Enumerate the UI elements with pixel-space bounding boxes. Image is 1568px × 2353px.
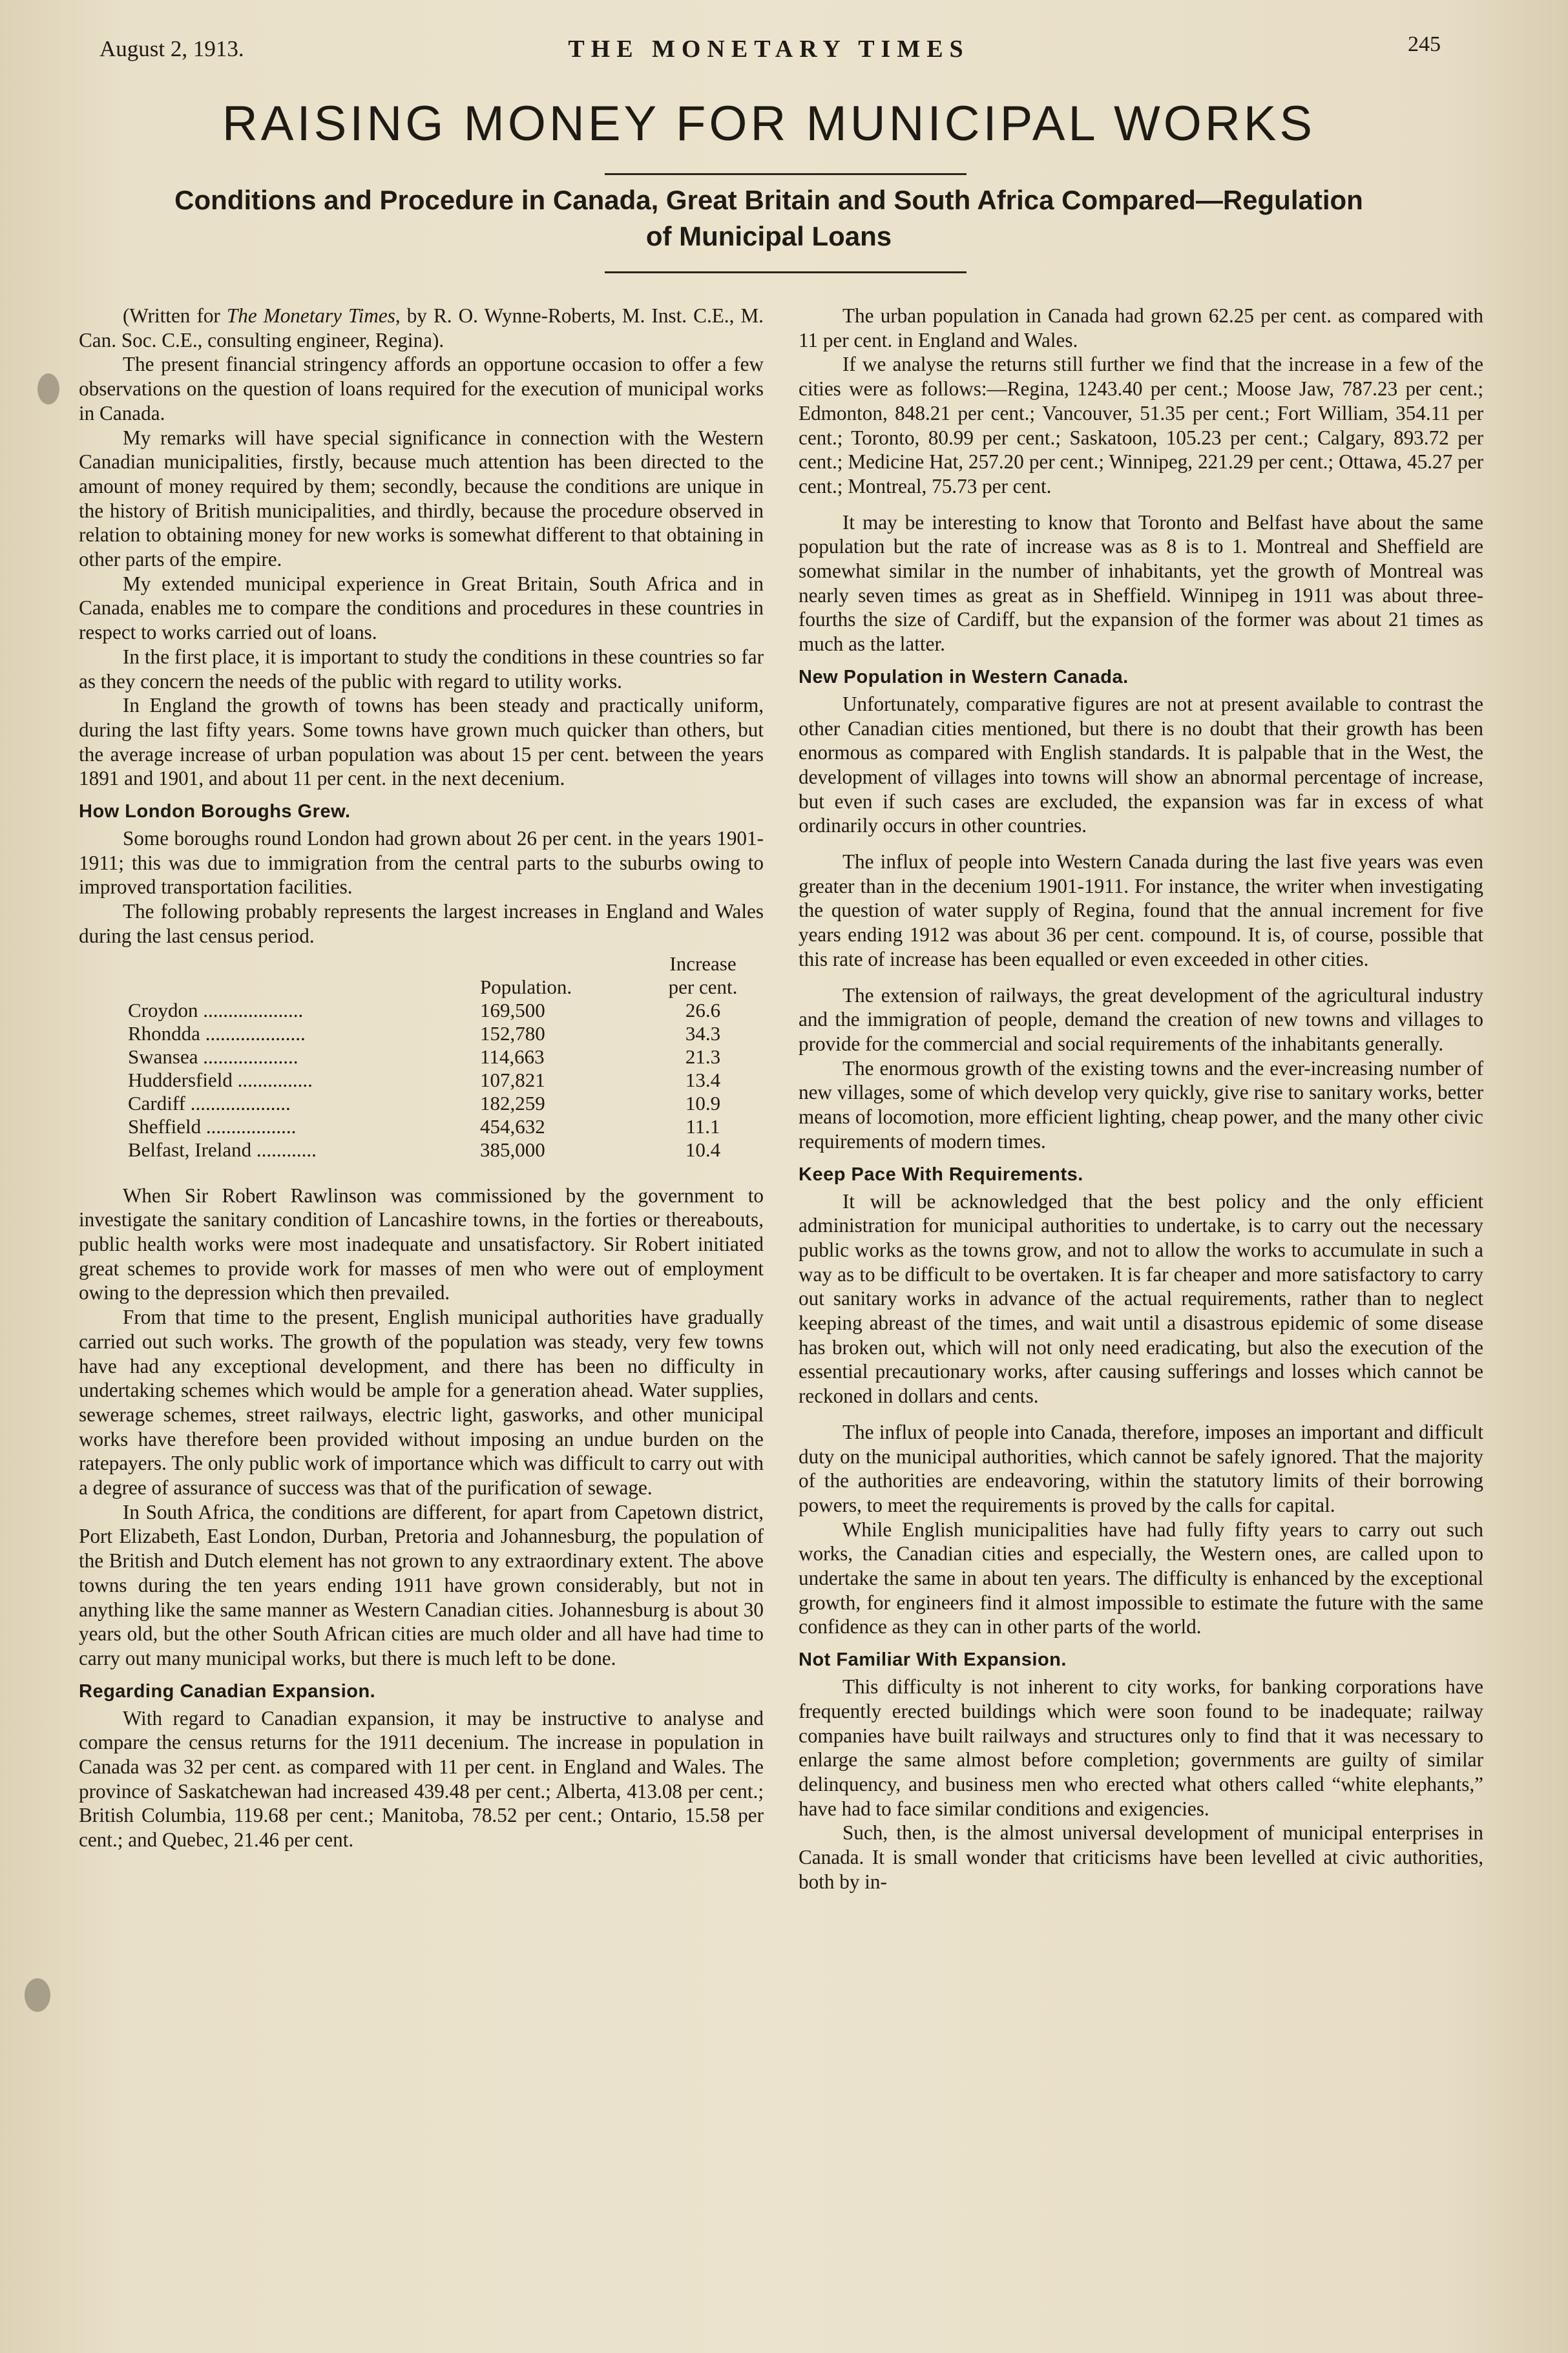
paragraph: The present financial stringency affords an opportune occasion to offer a few observations on the question of loans required for the execution of municipal works in Canada. (79, 353, 764, 424)
population-table (128, 952, 751, 1162)
increase-value: 21.3 (685, 1045, 721, 1068)
leader-dots: .................... (190, 1091, 291, 1114)
byline (79, 304, 764, 352)
population-value: 152,780 (480, 1021, 545, 1045)
increase-value: 10.4 (685, 1138, 721, 1161)
paragraph: When Sir Robert Rawlinson was commissioned by the government to investigate the sanitary condition of Lancashire towns, in the forties or thereabouts, public health works were most inadequate and unsatisfactory. Sir Robert initiated great schemes to provide work for masses of men who were out of employment owing to the depression which then prevailed. (79, 1184, 764, 1304)
page-header (97, 28, 1441, 74)
paragraph: It may be interesting to know that Toronto and Belfast have about the same population but the rate of increase was as 8 is to 1. Montreal and Sheffield are somewhat similar in the number of inhabitants, yet the growth of Montreal was nearly seven times as great as in Sheffield. Winnipeg in 1911 was about three-fourths the size of Cardiff, but the expansion of the former was about 21 times as much as the latter. (799, 510, 1483, 656)
title-rule (605, 173, 967, 175)
subtitle-line-2: of Municipal Loans (645, 221, 892, 251)
population-value: 169,500 (480, 998, 545, 1021)
ink-smudge (25, 1978, 50, 2012)
paragraph: It will be acknowledged that the best policy and the only efficient administration for municipal authorities to undertake, is to carry out the necessary public works as the towns grow, and not to allow the works to accumulate in such a way as to be difficult to be overtaken. It is far cheaper and more satisfactory to carry out sanitary works in advance of the actual requirements, rather than to neglect keeping abreast of the times, and wait until a disastrous epidemic of some disease has broken out, which will not only need eradicating, but also the execution of the essential precautionary works, after causing sufferings and losses which cannot be reckoned in dollars and cents. (799, 1189, 1483, 1408)
paragraph: My extended municipal experience in Great Britain, South Africa and in Canada, enables me to compare the conditions and procedures in these countries in respect to works carried out of loans. (79, 572, 764, 644)
paragraph: Such, then, is the almost universal development of municipal enterprises in Canada. It is small wonder that criticisms have been levelled at civic authorities, both by in- (799, 1821, 1483, 1893)
paragraph: The enormous growth of the existing towns and the ever-increasing number of new villages, some of which develop very quickly, give rise to sanitary works, better means of locomotion, more efficient lighting, cheap power, and the many other civic requirements of modern times. (799, 1056, 1483, 1153)
subtitle-rule (605, 271, 967, 273)
town-name: Sheffield (128, 1114, 202, 1138)
journal-name: THE MONETARY TIMES (568, 36, 970, 63)
table-row (128, 1138, 751, 1162)
paragraph: While English municipalities have had fully fifty years to carry out such works, the Canadian cities and especially, the Western ones, are called upon to undertake the same in about ten years. The difficulty is enhanced by the exceptional growth, for engineers find it almost impossible to estimate the future with the same confidence as they can in other parts of the world. (799, 1518, 1483, 1638)
increase-value: 11.1 (685, 1114, 720, 1138)
town-name: Belfast, Ireland (128, 1138, 252, 1161)
section-heading: New Population in Western Canada. (799, 666, 1129, 687)
byline-publication: The Monetary Times (226, 304, 395, 327)
section-heading: Not Familiar With Expansion. (799, 1649, 1067, 1671)
population-value: 114,663 (480, 1045, 545, 1068)
column-header-increase: Increase (669, 952, 737, 975)
population-value: 182,259 (480, 1091, 545, 1114)
town-name: Cardiff (128, 1091, 185, 1114)
left-column (79, 304, 764, 1852)
section-heading: Keep Pace With Requirements. (799, 1164, 1083, 1185)
table-row (128, 1022, 751, 1045)
article-subtitle (71, 182, 1467, 255)
section-heading: Regarding Canadian Expansion. (79, 1680, 376, 1702)
town-name: Rhondda (128, 1021, 200, 1045)
section-heading: How London Boroughs Grew. (79, 801, 351, 822)
population-value: 385,000 (480, 1138, 545, 1161)
paragraph: Unfortunately, comparative figures are not at present available to contrast the other Canadian cities mentioned, but there is no doubt that their growth has been enormous as compared with English standards. It is palpable that in the West, the development of villages into towns will show an abnormal percentage of increase, but even if such cases are excluded, the expansion was far in excess of what ordinarily occurs in other countries. (799, 692, 1483, 837)
leader-dots: .................. (205, 1114, 297, 1138)
table-row (128, 999, 751, 1022)
table-header-row (128, 976, 751, 999)
increase-value: 10.9 (685, 1091, 721, 1114)
paragraph: This difficulty is not inherent to city works, for banking corporations have frequently erected buildings which were soon found to be inadequate; railway companies have built railways and structures only to find that it was necessary to enlarge the same almost before completion; governments are guilty of similar delinquency, and business men who erected what others called “white elephants,” have had to face similar conditions and exigencies. (799, 1675, 1483, 1820)
paragraph: From that time to the present, English municipal authorities have gradually carried out such works. The growth of the population was steady, very few towns have had any exceptional development, and there has been no difficulty in undertaking schemes which would be ample for a generation ahead. Water supplies, sewerage schemes, street railways, electric light, gasworks, and other municipal works have therefore been provided without imposing an undue burden on the ratepayers. The only public work of importance which was difficult to carry out with a degree of assurance of success was that of the purification of sewage. (79, 1306, 764, 1500)
table-row (128, 1115, 751, 1138)
paragraph: The following probably represents the largest increases in England and Wales during the last census period. (79, 900, 764, 947)
town-name: Huddersfield (128, 1068, 233, 1091)
paragraph: With regard to Canadian expansion, it may be instructive to analyse and compare the census returns for the 1911 decenium. The increase in population in Canada was 32 per cent. as compared with 11 per cent. in England and Wales. The province of Saskatchewan had increased 439.48 per cent.; Alberta, 413.08 per cent.; British Columbia, 119.68 per cent.; Manitoba, 78.52 per cent.; Ontario, 15.58 per cent.; and Quebec, 21.46 per cent. (79, 1706, 764, 1852)
right-column (799, 304, 1483, 1894)
column-header-percent: per cent. (668, 975, 738, 998)
town-name: Croydon (128, 998, 198, 1021)
paragraph: In England the growth of towns has been steady and practically uniform, during the last fifty years. Some towns have grown much quicker than others, but the average increase of urban population was about 15 per cent. between the years 1891 and 1901, and about 11 per cent. in the next decenium. (79, 694, 764, 790)
article-title: RAISING MONEY FOR MUNICIPAL WORKS (222, 96, 1316, 151)
leader-dots: .................... (205, 1021, 306, 1045)
table-row (128, 1045, 751, 1069)
population-value: 454,632 (480, 1114, 545, 1138)
leader-dots: ................... (203, 1045, 298, 1068)
population-value: 107,821 (480, 1068, 545, 1091)
table-row (128, 1092, 751, 1115)
paragraph: The influx of people into Canada, therefore, imposes an important and difficult duty on the municipal authorities, which cannot be safely ignored. That the majority of the authorities are endeavoring, within the statutory limits of their borrowing powers, to meet the requirements is proved by the calls for capital. (799, 1420, 1483, 1516)
ink-smudge (37, 373, 59, 404)
paragraph: Some boroughs round London had grown about 26 per cent. in the years 1901-1911; this was due to immigration from the central parts to the suburbs owing to improved transportation facilities. (79, 827, 764, 899)
issue-date: August 2, 1913. (99, 36, 244, 61)
leader-dots: ............ (256, 1138, 317, 1161)
subtitle-line-1: Conditions and Procedure in Canada, Great Britain and South Africa Compared—Regulation (174, 185, 1363, 215)
increase-value: 13.4 (685, 1068, 721, 1091)
leader-dots: .................... (203, 998, 304, 1021)
town-name: Swansea (128, 1045, 198, 1068)
paragraph: In the first place, it is important to study the conditions in these countries so far as they concern the needs of the public with regard to utility works. (79, 645, 764, 693)
table-header-row (128, 952, 751, 976)
column-header-population: Population. (480, 975, 572, 998)
page-number: 245 (1408, 32, 1441, 56)
leader-dots: ............... (237, 1068, 313, 1091)
increase-value: 34.3 (685, 1021, 721, 1045)
paragraph: My remarks will have special significance in connection with the Western Canadian municipalities, firstly, because much attention has been directed to the amount of money required by them; secondly, because the conditions are unique in the history of British municipalities, and thirdly, because the procedure observed in relation to obtaining money for new works is somewhat different to that obtaining in other parts of the empire. (79, 426, 764, 571)
paragraph: The urban population in Canada had grown 62.25 per cent. as compared with 11 per cent. in England and Wales. (799, 304, 1483, 351)
paragraph: The influx of people into Western Canada during the last five years was even greater than in the decenium 1901-1911. For instance, the writer when investigating the question of water supply of Regina, found that the annual increment for five years ending 1912 was about 36 per cent. compound. It is, of course, possible that this rate of increase has been equalled or even exceeded in other cities. (799, 850, 1483, 970)
paragraph: The extension of railways, the great development of the agricultural industry and the immigration of people, demand the creation of new towns and villages to provide for the commercial and social requirements of the inhabitants generally. (799, 983, 1483, 1055)
table-row (128, 1069, 751, 1092)
paragraph: In South Africa, the conditions are different, for apart from Capetown district, Port Elizabeth, East London, Durban, Pretoria and Johannesburg, the population of the British and Dutch element has not grown to any extraordinary extent. The above towns during the ten years ending 1911 have grown considerably, but not in anything like the same manner as Western Canadian cities. Johannesburg is about 30 years old, but the other South African cities are much older and all have had time to carry out many municipal works, but there is much left to be done. (79, 1500, 764, 1669)
byline-author: , by R. O. Wynne-Roberts, M. Inst. C.E., M. Can. Soc. C.E., consulting engineer, Regina). (79, 304, 764, 351)
paragraph: If we analyse the returns still further we find that the increase in a few of the cities were as follows:—Regina, 1243.40 per cent.; Moose Jaw, 787.23 per cent.; Edmonton, 848.21 per cent.; Vancouver, 51.35 per cent.; Fort William, 354.11 per cent.; Toronto, 80.99 per cent.; Saskatoon, 105.23 per cent.; Calgary, 893.72 per cent.; Medicine Hat, 257.20 per cent.; Winnipeg, 221.29 per cent.; Ottawa, 45.27 per cent.; Montreal, 75.73 per cent. (799, 353, 1483, 497)
increase-value: 26.6 (685, 998, 721, 1021)
byline-prefix: (Written for (123, 304, 227, 327)
